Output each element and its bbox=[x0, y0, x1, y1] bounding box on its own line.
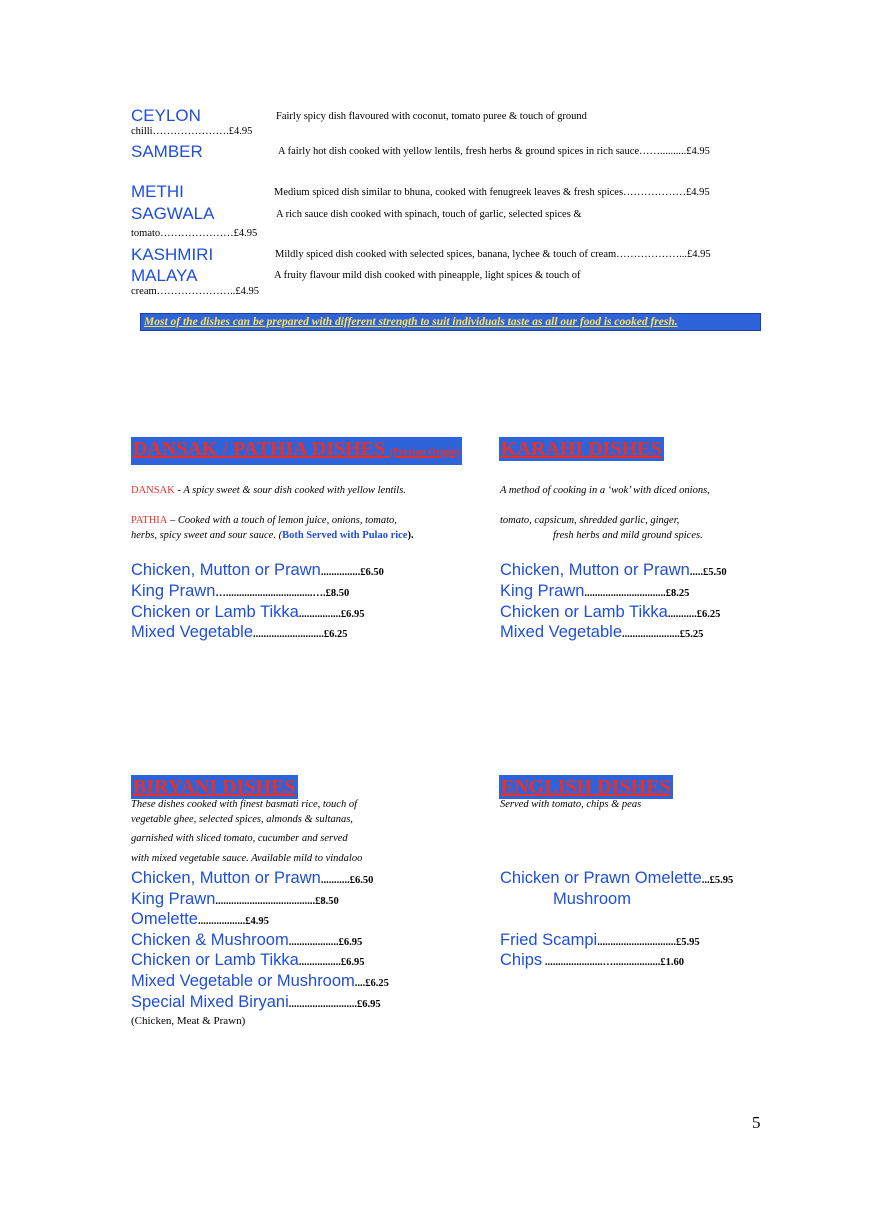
banner-text: Most of the dishes can be prepared with different strength to suit individuals taste as all our food is cooked fresh. bbox=[144, 316, 678, 328]
dansak-item-name: King Prawn bbox=[131, 582, 216, 600]
dish-name-samber: SAMBER bbox=[131, 142, 203, 161]
biryani-item bbox=[131, 931, 362, 950]
dansak-origin: (Persian Origin) bbox=[390, 447, 460, 458]
dansak-label: DANSAK bbox=[131, 485, 175, 496]
pathia-desc bbox=[131, 515, 397, 526]
karahi-desc-3: fresh herbs and mild ground spices. bbox=[553, 530, 703, 541]
pathia-desc-2 bbox=[131, 530, 414, 541]
karahi-item-price: ......................£5.25 bbox=[622, 629, 704, 640]
dish-desc-malaya: A fruity flavour mild dish cooked with pineapple, light spices & touch of bbox=[274, 270, 581, 281]
dansak-item bbox=[131, 603, 364, 622]
biryani-item bbox=[131, 890, 339, 909]
dansak-item bbox=[131, 561, 384, 580]
page-number: 5 bbox=[752, 1113, 761, 1132]
strength-banner bbox=[140, 313, 761, 331]
biryani-item-name: Chicken, Mutton or Prawn bbox=[131, 869, 321, 887]
dansak-item-price: ...............£6.50 bbox=[320, 567, 384, 578]
dish-desc-samber: A fairly hot dish cooked with yellow lentils, fresh herbs & ground spices in rich sauce……..........£4.95 bbox=[278, 146, 710, 157]
dansak-item-price: ….................................….£8.50 bbox=[215, 588, 350, 599]
pathia-desc-text: – Cooked with a touch of lemon juice, onions, tomato, bbox=[167, 515, 397, 526]
biryani-item-price: ...........£6.50 bbox=[320, 875, 374, 886]
dish-name-sagwala: SAGWALA bbox=[131, 204, 215, 223]
karahi-item bbox=[500, 582, 689, 601]
karahi-item-name: Chicken, Mutton or Prawn bbox=[500, 561, 690, 579]
dansak-heading bbox=[131, 437, 462, 465]
dansak-item bbox=[131, 623, 348, 642]
english-desc: Served with tomato, chips & peas bbox=[500, 799, 642, 810]
english-item-price: ...£5.95 bbox=[701, 875, 734, 886]
english-item-price: ..............................£5.95 bbox=[597, 937, 700, 948]
dish-desc-malaya-cont: cream…………………..£4.95 bbox=[131, 286, 260, 297]
pathia-label: PATHIA bbox=[131, 515, 168, 526]
biryani-item-price: ................£6.95 bbox=[298, 957, 365, 968]
biryani-item bbox=[131, 972, 389, 991]
biryani-item-name: King Prawn bbox=[131, 890, 216, 908]
biryani-desc-2: vegetable ghee, selected spices, almonds & sultanas, bbox=[131, 814, 353, 825]
dish-name-ceylon: CEYLON bbox=[131, 106, 201, 125]
pathia-desc2-text: herbs, spicy sweet and sour sauce. ( bbox=[131, 530, 283, 541]
biryani-item bbox=[131, 993, 381, 1012]
english-item-price: ......................…..................£1.60 bbox=[542, 957, 684, 968]
dish-desc-methi: Medium spiced dish similar to bhuna, cooked with fenugreek leaves & fresh spices………………£4.95 bbox=[274, 187, 710, 198]
english-item-name: Fried Scampi bbox=[500, 931, 598, 949]
karahi-desc-2: tomato, capsicum, shredded garlic, ginger, bbox=[500, 515, 680, 526]
dansak-item-price: ...........................£6.25 bbox=[253, 629, 348, 640]
biryani-item bbox=[131, 951, 364, 970]
dish-desc-sagwala-cont: tomato…………………£4.95 bbox=[131, 228, 258, 239]
biryani-item-price: ..................£4.95 bbox=[197, 916, 269, 927]
biryani-item-name: Chicken & Mushroom bbox=[131, 931, 289, 949]
karahi-item bbox=[500, 603, 720, 622]
biryani-item-name: Mixed Vegetable or Mushroom bbox=[131, 972, 355, 990]
biryani-item-price: ....£6.25 bbox=[354, 978, 389, 989]
english-item bbox=[500, 931, 700, 950]
karahi-item-price: .....£5.50 bbox=[689, 567, 727, 578]
biryani-desc-4: with mixed vegetable sauce. Available mild to vindaloo bbox=[131, 853, 363, 864]
english-item-name: Chicken or Prawn Omelette bbox=[500, 869, 702, 887]
dansak-desc bbox=[131, 485, 406, 496]
dansak-item-name: Chicken, Mutton or Prawn bbox=[131, 561, 321, 579]
biryani-item-name: Chicken or Lamb Tikka bbox=[131, 951, 299, 969]
biryani-desc-3: garnished with sliced tomato, cucumber and served bbox=[131, 833, 348, 844]
biryani-desc-1: These dishes cooked with finest basmati rice, touch of bbox=[131, 799, 358, 810]
karahi-item-price: ...............................£8.25 bbox=[584, 588, 690, 599]
dansak-item-name: Chicken or Lamb Tikka bbox=[131, 603, 299, 621]
karahi-item bbox=[500, 561, 727, 580]
karahi-desc-1: A method of cooking in a ‘wok’ with diced onions, bbox=[500, 485, 710, 496]
english-item-name: Chips bbox=[500, 951, 543, 969]
dansak-item-name: Mixed Vegetable bbox=[131, 623, 254, 641]
biryani-item-name: Special Mixed Biryani bbox=[131, 993, 289, 1011]
biryani-item bbox=[131, 910, 269, 929]
dish-desc-kashmiri: Mildly spiced dish cooked with selected spices, banana, lychee & touch of cream………………...£4.95 bbox=[275, 249, 711, 260]
dish-name-malaya: MALAYA bbox=[131, 266, 198, 285]
karahi-item-name: King Prawn bbox=[500, 582, 585, 600]
karahi-item-name: Chicken or Lamb Tikka bbox=[500, 603, 668, 621]
pulao-note-end: ). bbox=[407, 530, 414, 541]
dish-name-methi: METHI bbox=[131, 182, 184, 201]
english-item bbox=[500, 951, 684, 970]
biryani-item-price: ...................£6.95 bbox=[288, 937, 363, 948]
english-item bbox=[500, 869, 733, 888]
biryani-heading: BIRYANI DISHES bbox=[133, 776, 296, 798]
dansak-heading-text: DANSAK / PATHIA DISHES bbox=[133, 438, 386, 460]
biryani-item-price: ......................................£8.50 bbox=[215, 896, 339, 907]
dish-name-kashmiri: KASHMIRI bbox=[131, 245, 214, 264]
biryani-item-price: ..........................£6.95 bbox=[288, 999, 381, 1010]
dansak-item-price: ................£6.95 bbox=[298, 609, 365, 620]
dish-desc-ceylon-cont: chilli………………….£4.95 bbox=[131, 126, 253, 137]
english-heading: ENGLISH DISHES bbox=[501, 776, 671, 798]
pulao-note: Both Served with Pulao rice bbox=[282, 530, 408, 541]
biryani-item-name: Omelette bbox=[131, 910, 198, 928]
karahi-heading: KARAHI DISHES bbox=[501, 438, 662, 460]
karahi-item-name: Mixed Vegetable bbox=[500, 623, 623, 641]
dish-desc-ceylon: Fairly spicy dish flavoured with coconut, tomato puree & touch of ground bbox=[276, 111, 587, 122]
karahi-item bbox=[500, 623, 703, 642]
karahi-item-price: ...........£6.25 bbox=[667, 609, 721, 620]
dansak-desc-text: - A spicy sweet & sour dish cooked with yellow lentils. bbox=[174, 485, 406, 496]
english-item-sub: Mushroom bbox=[553, 890, 631, 908]
biryani-footnote: (Chicken, Meat & Prawn) bbox=[131, 1015, 246, 1027]
dish-desc-sagwala: A rich sauce dish cooked with spinach, touch of garlic, selected spices & bbox=[276, 209, 582, 220]
dansak-item bbox=[131, 582, 349, 601]
biryani-item bbox=[131, 869, 373, 888]
